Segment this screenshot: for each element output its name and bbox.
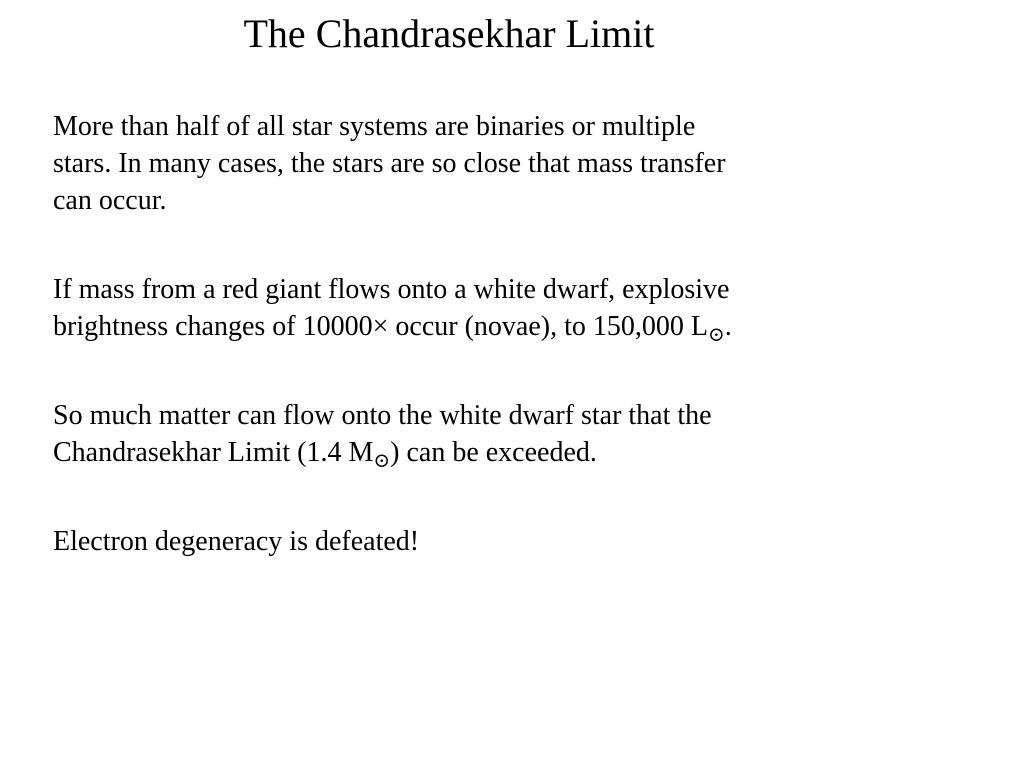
- paragraph-text: Electron degeneracy is defeated!: [53, 526, 420, 557]
- paragraph-text-tail: .: [724, 311, 732, 342]
- solar-symbol: ⊙: [373, 450, 391, 472]
- paragraph-text-tail: ) can be exceeded.: [390, 437, 597, 468]
- solar-symbol: ⊙: [707, 324, 725, 346]
- paragraph-chandrasekhar-limit: [53, 397, 733, 471]
- paragraph-text: If mass from a red giant flows onto a white dwarf, explosive brightness changes of 10000× occur (novae), to 150,000 L: [53, 274, 730, 342]
- paragraph-text: More than half of all star systems are binaries or multiple stars. In many cases, the stars are so close that mass transfer can occur.: [53, 111, 726, 216]
- slide-title: The Chandrasekhar Limit: [243, 11, 655, 56]
- paragraph-novae: [53, 271, 733, 345]
- paragraph-text: So much matter can flow onto the white dwarf star that the Chandrasekhar Limit (1.4 M: [53, 400, 712, 468]
- slide-body: [53, 108, 733, 612]
- paragraph-degeneracy: [53, 523, 733, 560]
- paragraph-binary-systems: [53, 108, 733, 219]
